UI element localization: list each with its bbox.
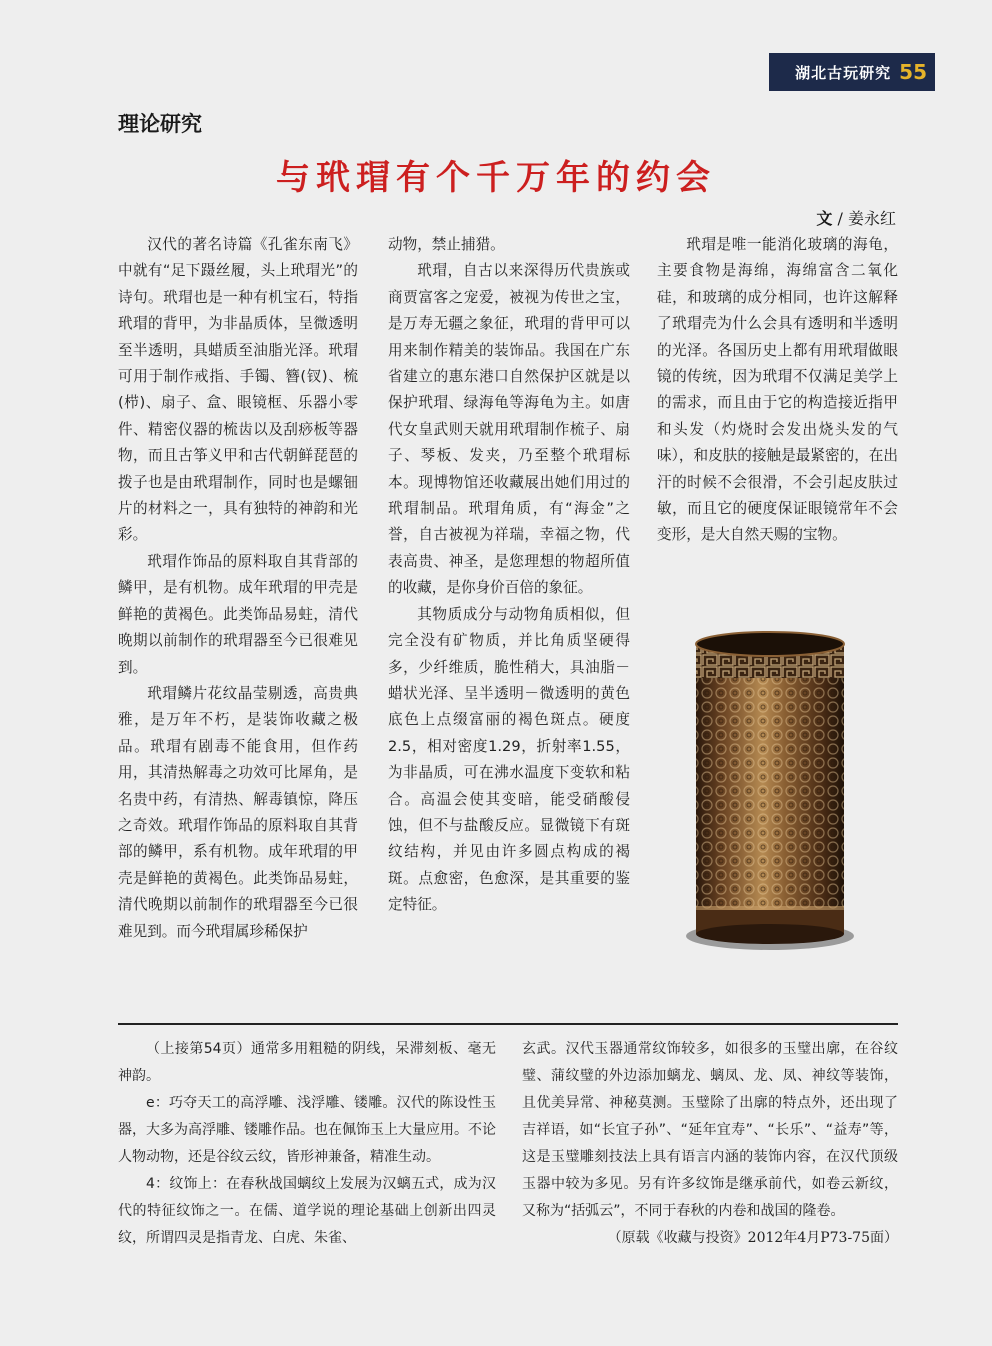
paragraph: 玄武。汉代玉器通常纹饰较多，如很多的玉璧出廓，在谷纹璧、蒲纹璧的外边添加螭龙、螭凤、龙、凤、神纹等装饰，且优美异常、神秘莫测。玉璧除了出廓的特点外，还出现了吉祥语，如“长宜子孙”、“延年宜寿”、“长乐”、“益寿”等，这是玉璧雕刻技法上具有语言内涵的装饰内容，在汉代顶级玉器中较为多见。另有许多纹饰是继承前代，如卷云新纹，又称为“括弧云”，不同于春秋的内卷和战国的隆卷。: [522, 1041, 898, 1219]
publication-badge: [769, 53, 935, 91]
paragraph: 玳瑁作饰品的原料取自其背部的鳞甲，是有机物。成年玳瑁的甲壳是鲜艳的黄褐色。此类饰品易蛀，清代晚期以前制作的玳瑁器至今已很难见到。: [118, 552, 358, 676]
paragraph: 玳瑁是唯一能消化玻璃的海龟，主要食物是海绵，海绵富含二氧化硅，和玻璃的成分相同，也许这解释了玳瑁壳为什么会具有透明和半透明的光泽。各国历史上都有用玳瑁做眼镜的传统，因为玳瑁不仅满足美学上的需求，而且由于它的构造接近指甲和头发（灼烧时会发出烧头发的气味），和皮肤的接触是最紧密的，在出汗的时候不会很滑，不会引起皮肤过敏，而且它的硬度保证眼镜常年不会变形，是大自然天赐的宝物。: [657, 236, 898, 544]
article-column-1: [118, 232, 358, 945]
source-citation: （原载《收藏与投资》2012年4月P73-75面）: [607, 1230, 898, 1246]
brush-pot-illustration: [686, 630, 854, 952]
continued-article-column-1: [118, 1036, 496, 1252]
paragraph: e：巧夺天工的高浮雕、浅浮雕、镂雕。汉代的陈设性玉器，大多为高浮雕、镂雕作品。也在佩饰玉上大量应用。不论人物动物，还是谷纹云纹，皆形神兼备，精准生动。: [118, 1095, 496, 1165]
paragraph: 玳瑁，自古以来深得历代贵族或商贾富客之宠爱，被视为传世之宝，是万寿无疆之象征，玳瑁的背甲可以用来制作精美的装饰品。我国在广东省建立的惠东港口自然保护区就是以保护玳瑁、绿海龟等海龟为主。如唐代女皇武则天就用玳瑁制作梳子、扇子、琴板、发夹，乃至整个玳瑁标本。现博物馆还收藏展出她们用过的玳瑁制品。玳瑁角质，有“海金”之誉，自古被视为祥瑞，幸福之物，代表高贵、神圣，是您理想的物超所值的收藏，是你身价百倍的象征。: [388, 262, 630, 597]
article-column-2: [388, 232, 630, 919]
paragraph: （上接第54页）通常多用粗糙的阴线，呆滞刻板、毫无神韵。: [118, 1041, 496, 1084]
paragraph: 玳瑁鳞片花纹晶莹剔透，高贵典雅，是万年不朽，是装饰收藏之极品。玳瑁有剧毒不能食用，但作药用，其清热解毒之功效可比犀角，是名贵中药，有清热、解毒镇惊，降压之奇效。玳瑁作饰品的原料取自其背部的鳞甲，系有机物。成年玳瑁的甲壳是鲜艳的黄褐色。此类饰品易蛀，清代晚期以前制作的玳瑁器至今已很难见到。而今玳瑁属珍稀保护: [118, 684, 358, 940]
paragraph: 4：纹饰上：在春秋战国螭纹上发展为汉螭五式，成为汉代的特征纹饰之一。在儒、道学说的理论基础上创新出四灵纹，所谓四灵是指青龙、白虎、朱雀、: [118, 1176, 496, 1246]
paragraph: 动物，禁止捕猎。: [388, 236, 505, 253]
author-name: 姜永红: [847, 209, 896, 228]
paragraph: 汉代的著名诗篇《孔雀东南飞》中就有“足下蹑丝履，头上玳瑁光”的诗句。玳瑁也是一种有机宝石，特指玳瑁的背甲，为非晶质体，呈微透明至半透明，具蜡质至油脂光泽。玳瑁可用于制作戒指、手镯、簪(钗)、梳(栉)、扇子、盒、眼镜框、乐器小零件、精密仪器的梳齿以及刮痧板等器物，而且古筝义甲和古代朝鲜琵琶的拨子也是由玳瑁制作，同时也是螺钿片的材料之一，具有独特的神韵和光彩。: [118, 236, 358, 544]
section-divider: [118, 1023, 898, 1025]
publication-name: 湖北古玩研究: [795, 63, 892, 82]
continued-article-column-2: [522, 1036, 898, 1252]
author-line: 文 / 姜永红: [816, 209, 896, 228]
page-number: 55: [899, 60, 927, 84]
article-title: 与玳瑁有个千万年的约会: [276, 158, 716, 198]
article-column-3: [657, 232, 898, 549]
tortoiseshell-brush-pot-photo: [686, 630, 854, 952]
author-prefix: 文: [816, 209, 833, 228]
paragraph: 其物质成分与动物角质相似，但完全没有矿物质，并比角质坚硬得多，少纤维质，脆性稍大，具油脂－蜡状光泽、呈半透明－微透明的黄色底色上点缀富丽的褐色斑点。硬度2.5，相对密度1.29，折射率1.55，为非晶质，可在沸水温度下变软和粘合。高温会使其变暗，能受硝酸侵蚀，但不与盐酸反应。显微镜下有斑纹结构，并见由许多圆点构成的褐斑。点愈密，色愈深，是其重要的鉴定特征。: [388, 605, 630, 914]
section-label: 理论研究: [118, 112, 202, 136]
